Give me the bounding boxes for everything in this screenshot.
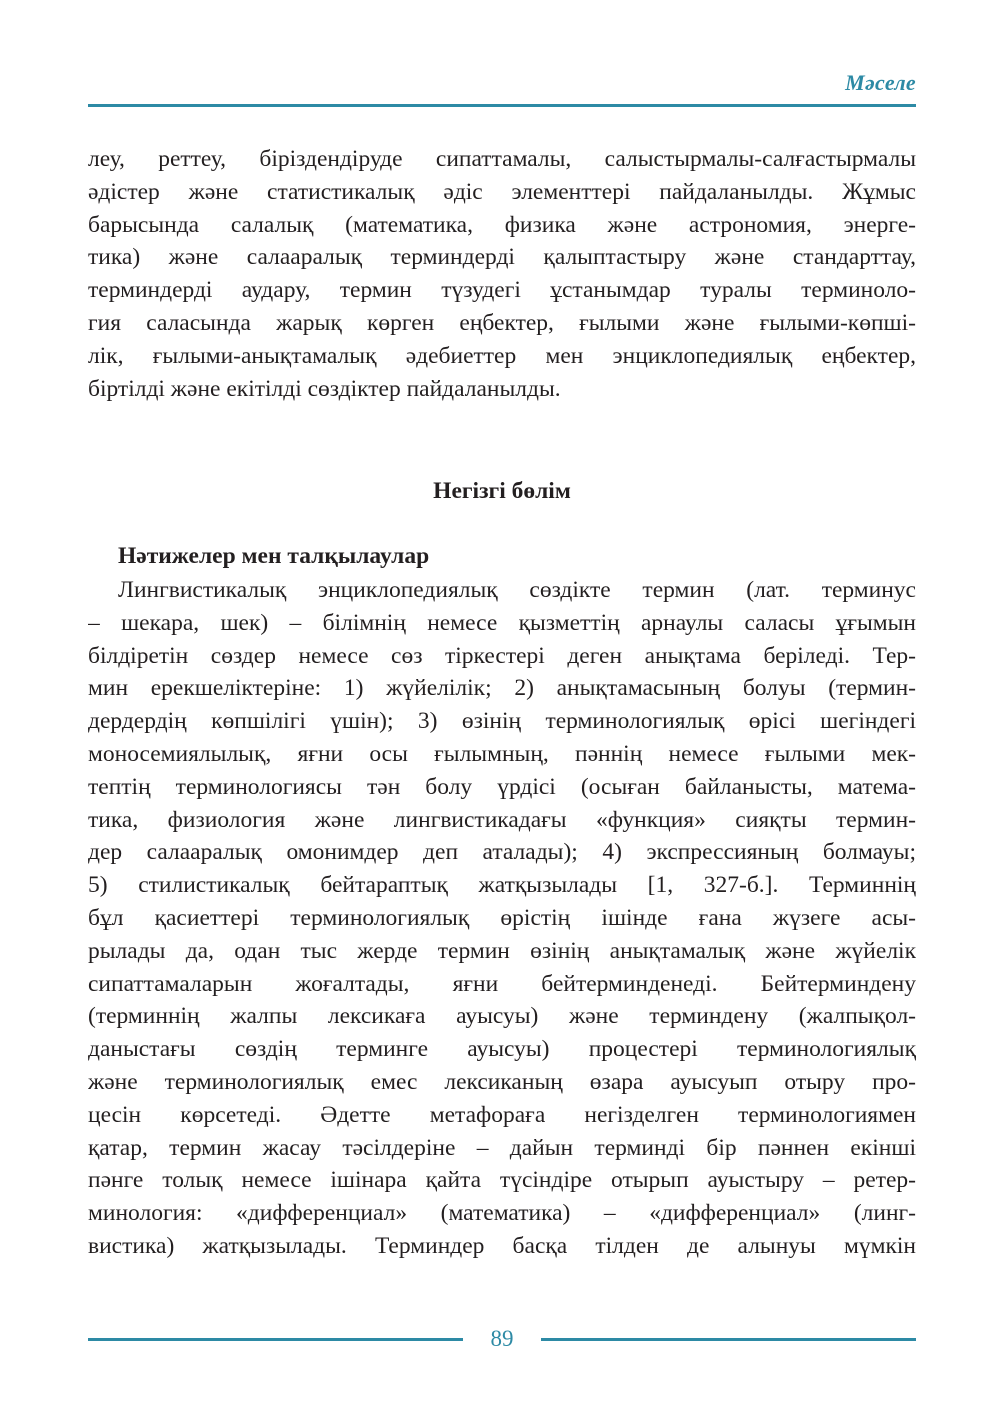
text-line: минология: «дифференциал» (математика) – «дифференциал» (линг- (88, 1200, 916, 1227)
text-line: моносемиялылық, яғни осы ғылымның, пәннің немесе ғылыми мек- (88, 740, 916, 767)
text-line: біртілді және екітілді сөздіктер пайдаланылды. (88, 375, 561, 402)
text-line: гия саласында жарық көрген еңбектер, ғылыми және ғылыми-көпші- (88, 309, 916, 336)
paragraph-results (88, 574, 916, 1263)
text-line: қатар, термин жасау тәсілдеріне – дайын терминді бір пәннен екінші (88, 1134, 916, 1161)
text-line: тика, физиология және лингвистикадағы «функция» сияқты термин- (88, 806, 916, 833)
footer-rule-left (88, 1338, 463, 1341)
text-line: Лингвистикалық энциклопедиялық сөздікте термин (лат. терминус (118, 577, 916, 603)
text-line: лік, ғылыми-анықтамалық әдебиеттер мен энциклопедиялық еңбектер, (88, 342, 916, 369)
text-line: леу, реттеу, біріздендіруде сипаттамалы, салыстырмалы-салғастырмалы (88, 146, 916, 172)
text-line: 5) стилистикалық бейтараптық жатқызылады [1, 327-б.]. Терминнің (88, 872, 916, 899)
text-line: мин ерекшеліктеріне: 1) жүйелілік; 2) анықтамасының болуы (термин- (88, 675, 916, 702)
paragraph-methods (88, 143, 916, 405)
page-number: 89 (490, 1326, 514, 1351)
text-line: пәнге толық немесе ішінара қайта түсіндіре отырып ауыстыру – ретер- (88, 1167, 916, 1194)
text-line: дердердің көпшілігі үшін); 3) өзінің терминологиялық өрісі шегіндегі (88, 708, 916, 735)
footer-rule-right (541, 1338, 916, 1341)
text-line: – шекара, шек) – білімнің немесе қызметтің арнаулы саласы ұғымын (88, 609, 916, 636)
text-line: бұл қасиеттері терминологиялық өрістің ішінде ғана жүзеге асы- (88, 904, 916, 931)
text-line: сипаттамаларын жоғалтады, яғни бейтерминденеді. Бейтерминдену (88, 970, 916, 997)
text-line: вистика) жатқызылады. Терминдер басқа тілден де алынуы мүмкін (88, 1232, 916, 1259)
text-line: білдіретін сөздер немесе сөз тіркестері деген анықтама беріледі. Тер- (88, 642, 916, 669)
text-line: (терминнің жалпы лексикаға ауысуы) және терминдену (жалпықол- (88, 1003, 916, 1030)
section-heading: Негізгі бөлім (433, 478, 571, 504)
text-line: тика) және салааралық терминдерді қалыптастыру және стандарттау, (88, 244, 916, 271)
header-rule (88, 104, 916, 107)
text-line: дер салааралық омонимдер деп аталады); 4) экспрессияның болмауы; (88, 839, 916, 866)
subsection-heading: Нәтижелер мен талқылаулар (118, 543, 430, 569)
text-line: даныстағы сөздің терминге ауысуы) процестері терминологиялық (88, 1036, 916, 1063)
text-line: және терминологиялық емес лексиканың өзара ауысуып отыру про- (88, 1068, 916, 1095)
text-line: рылады да, одан тыс жерде термин өзінің анықтамалық және жүйелік (88, 937, 916, 964)
running-head-title: Мәселе (845, 70, 916, 95)
text-line: тептің терминологиясы тән болу үрдісі (осыған байланысты, матема- (88, 773, 916, 800)
text-line: әдістер және статистикалық әдіс элементтері пайдаланылды. Жұмыс (88, 178, 916, 205)
text-line: терминдерді аудару, термин түзудегі ұстанымдар туралы терминоло- (88, 277, 916, 304)
text-line: барысында салалық (математика, физика және астрономия, энерге- (88, 211, 916, 238)
text-line: цесін көрсетеді. Әдетте метафораға негізделген терминологиямен (88, 1101, 916, 1128)
